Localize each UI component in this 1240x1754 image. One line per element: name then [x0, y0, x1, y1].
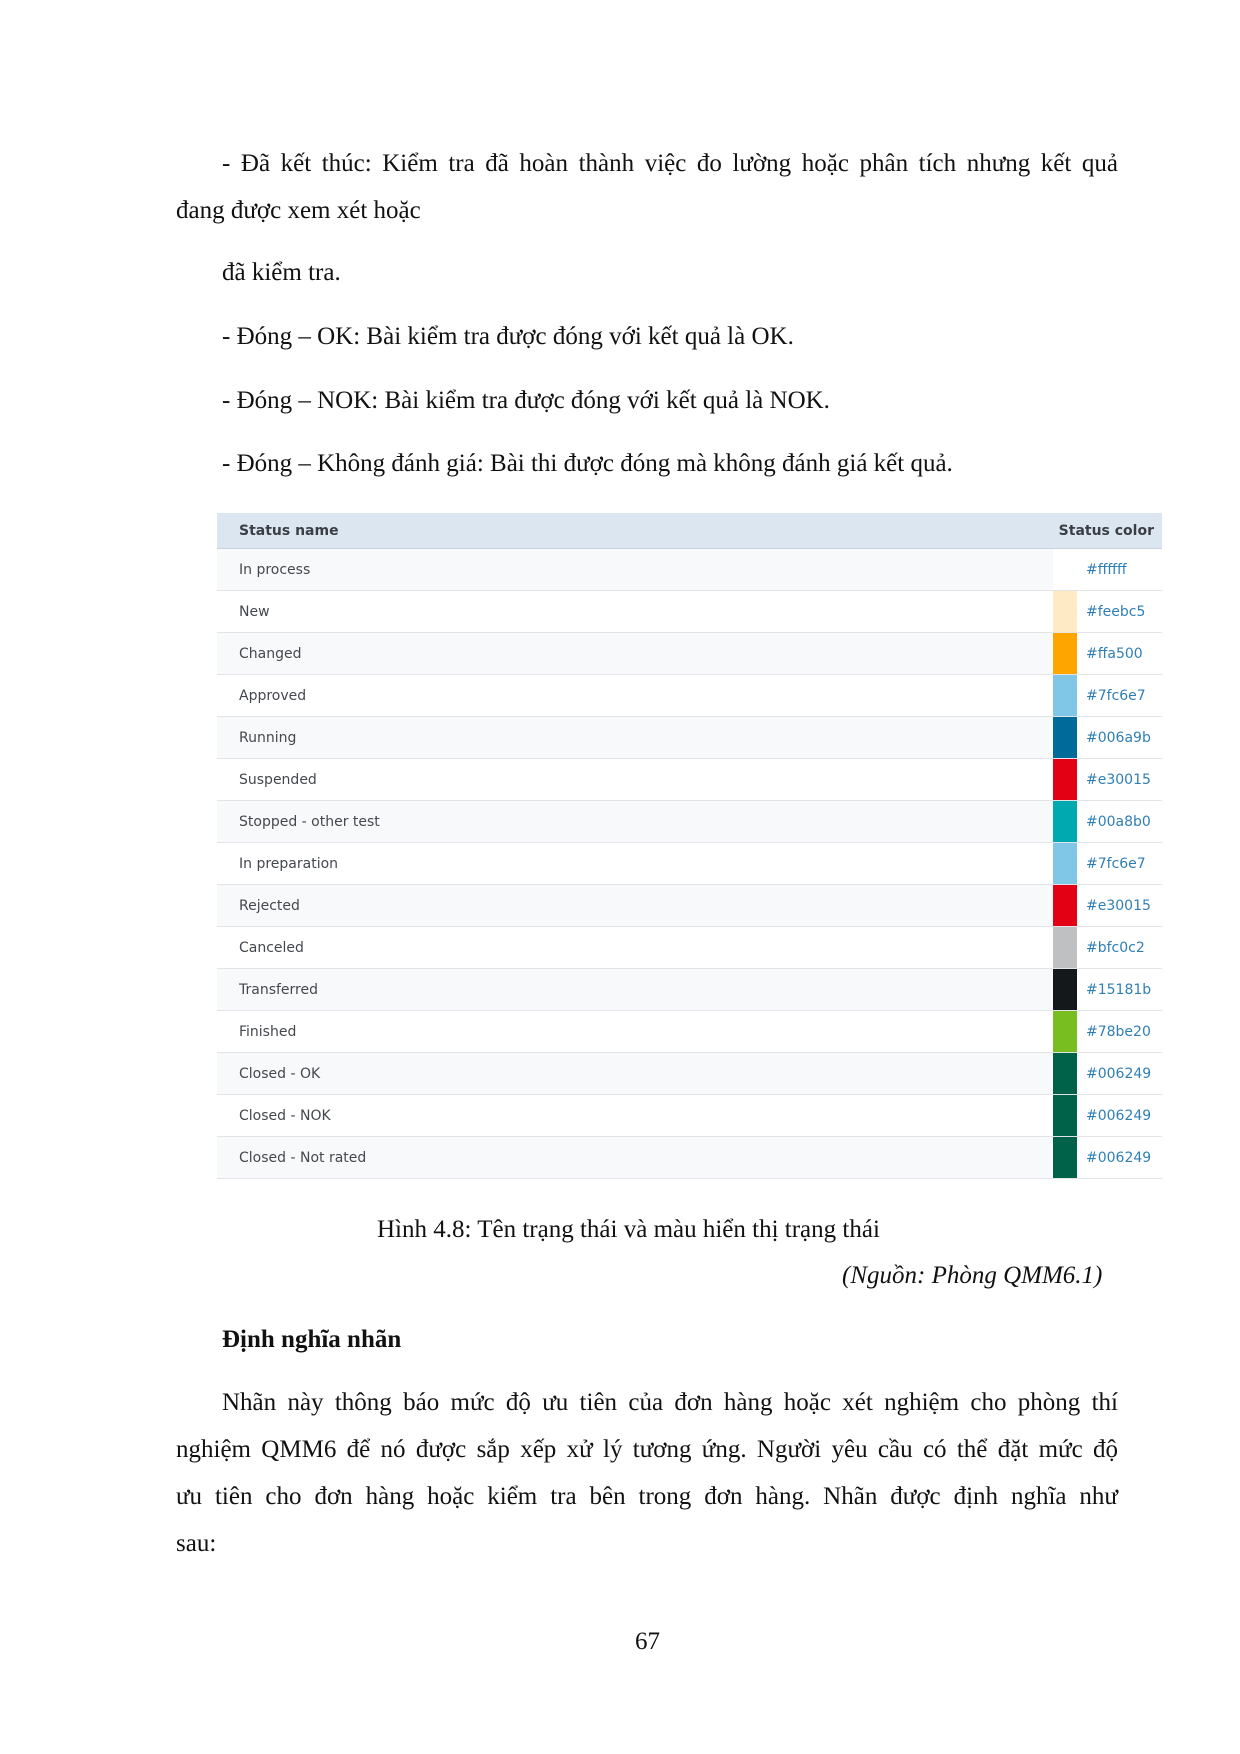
status-name-cell: In process	[239, 561, 311, 578]
table-body	[217, 549, 1162, 1179]
table-row	[217, 927, 1162, 969]
table-row	[217, 633, 1162, 675]
status-color-cell: #00a8b0	[1077, 801, 1162, 842]
color-swatch	[1053, 675, 1077, 716]
color-swatch	[1053, 801, 1077, 842]
status-color-cell: #006249	[1077, 1053, 1162, 1094]
color-swatch	[1053, 969, 1077, 1010]
paragraph-closed-nok: - Đóng – NOK: Bài kiểm tra được đóng với kết quả là NOK.	[222, 387, 830, 414]
status-name-cell: Stopped - other test	[239, 813, 380, 830]
figure-source: (Nguồn: Phòng QMM6.1)	[842, 1262, 1103, 1289]
color-swatch	[1053, 1095, 1077, 1136]
section-body-line2: nghiệm QMM6 để nó được sắp xếp xử lý tương ứng. Người yêu cầu có thể đặt mức độ	[176, 1436, 1118, 1463]
page-number: 67	[635, 1628, 660, 1655]
paragraph-closed-ok: - Đóng – OK: Bài kiểm tra được đóng với kết quả là OK.	[222, 323, 794, 350]
status-name-cell: Transferred	[239, 981, 318, 998]
section-heading: Định nghĩa nhãn	[222, 1326, 402, 1353]
color-swatch	[1053, 717, 1077, 758]
status-color-cell: #7fc6e7	[1077, 675, 1162, 716]
table-row	[217, 801, 1162, 843]
header-status-color: Status color	[1058, 522, 1154, 539]
table-row	[217, 591, 1162, 633]
color-swatch	[1053, 927, 1077, 968]
status-color-cell: #006249	[1077, 1137, 1162, 1178]
status-color-cell: #ffffff	[1077, 549, 1162, 590]
status-name-cell: Closed - Not rated	[239, 1149, 367, 1166]
status-name-cell: Rejected	[239, 897, 300, 914]
paragraph-finished-line2: đang được xem xét hoặc	[176, 197, 421, 224]
status-color-cell: #006249	[1077, 1095, 1162, 1136]
color-swatch	[1053, 549, 1077, 590]
section-body-line3: ưu tiên cho đơn hàng hoặc kiểm tra bên trong đơn hàng. Nhãn được định nghĩa như	[176, 1483, 1118, 1510]
table-row	[217, 885, 1162, 927]
status-color-cell: #006a9b	[1077, 717, 1162, 758]
color-swatch	[1053, 759, 1077, 800]
status-color-cell: #e30015	[1077, 885, 1162, 926]
status-color-cell: #78be20	[1077, 1011, 1162, 1052]
status-color-cell: #feebc5	[1077, 591, 1162, 632]
status-name-cell: Closed - NOK	[239, 1107, 331, 1124]
table-header	[217, 513, 1162, 549]
paragraph-finished-line1: - Đã kết thúc: Kiểm tra đã hoàn thành việc đo lường hoặc phân tích nhưng kết quả	[222, 150, 1118, 177]
status-color-cell: #ffa500	[1077, 633, 1162, 674]
table-row	[217, 717, 1162, 759]
status-name-cell: Finished	[239, 1023, 297, 1040]
status-name-cell: Changed	[239, 645, 302, 662]
color-swatch	[1053, 1011, 1077, 1052]
table-row	[217, 1095, 1162, 1137]
paragraph-finished-line3: đã kiểm tra.	[222, 259, 341, 286]
status-name-cell: Running	[239, 729, 297, 746]
table-row	[217, 675, 1162, 717]
table-row	[217, 759, 1162, 801]
status-color-cell: #7fc6e7	[1077, 843, 1162, 884]
status-color-cell: #15181b	[1077, 969, 1162, 1010]
status-color-cell: #e30015	[1077, 759, 1162, 800]
color-swatch	[1053, 843, 1077, 884]
figure-caption: Hình 4.8: Tên trạng thái và màu hiển thị trạng thái	[377, 1216, 880, 1243]
section-body-line4: sau:	[176, 1530, 217, 1557]
header-status-name: Status name	[239, 522, 339, 539]
section-body-line1: Nhãn này thông báo mức độ ưu tiên của đơn hàng hoặc xét nghiệm cho phòng thí	[222, 1389, 1118, 1416]
table-row	[217, 1137, 1162, 1179]
table-row	[217, 549, 1162, 591]
status-name-cell: Approved	[239, 687, 307, 704]
status-name-cell: Suspended	[239, 771, 317, 788]
color-swatch	[1053, 1053, 1077, 1094]
color-swatch	[1053, 1137, 1077, 1178]
status-color-cell: #bfc0c2	[1077, 927, 1162, 968]
table-row	[217, 843, 1162, 885]
status-name-cell: Canceled	[239, 939, 304, 956]
table-row	[217, 1053, 1162, 1095]
status-name-cell: In preparation	[239, 855, 339, 872]
status-name-cell: New	[239, 603, 270, 620]
status-name-cell: Closed - OK	[239, 1065, 321, 1082]
color-swatch	[1053, 885, 1077, 926]
paragraph-closed-not-rated: - Đóng – Không đánh giá: Bài thi được đóng mà không đánh giá kết quả.	[222, 450, 953, 477]
table-row	[217, 969, 1162, 1011]
color-swatch	[1053, 633, 1077, 674]
status-color-table	[217, 513, 1162, 1179]
color-swatch	[1053, 591, 1077, 632]
table-row	[217, 1011, 1162, 1053]
